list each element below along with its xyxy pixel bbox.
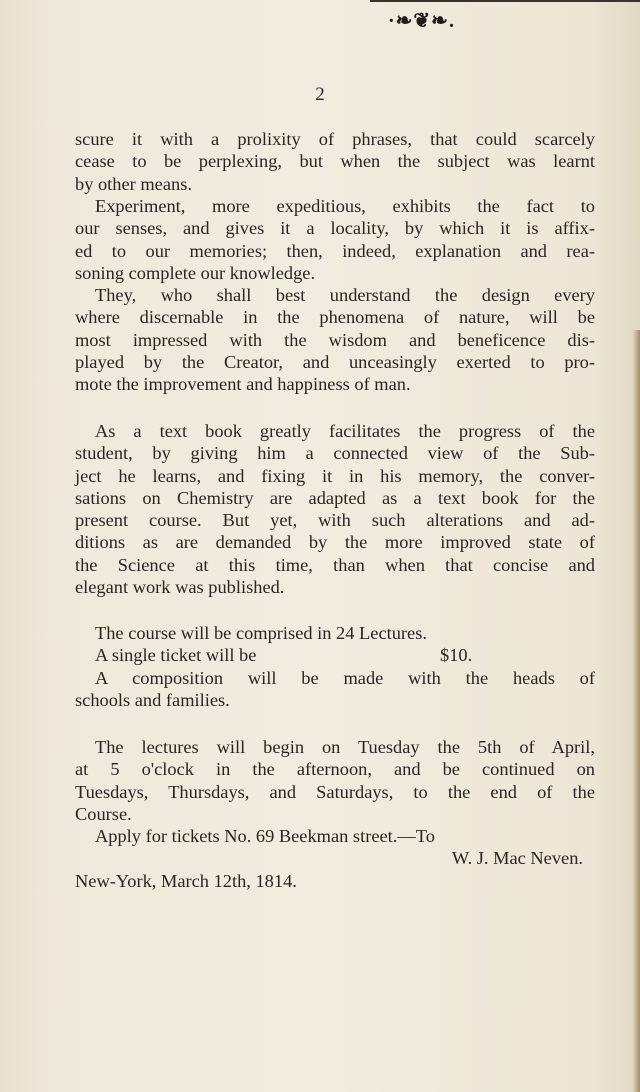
text-line: our senses, and gives it a locality, by which it is affix- (75, 218, 595, 239)
paragraph-4 (75, 420, 595, 598)
signature-name: W. J. Mac Neven. (451, 848, 583, 869)
text-line: As a text book greatly facilitates the progress of the (95, 421, 595, 441)
text-line: Apply for tickets No. 69 Beekman street.—To (95, 826, 435, 847)
text-line: elegant work was published. (75, 577, 285, 598)
paragraph-6 (75, 736, 595, 892)
text-line: the Science at this time, than when that concise and (75, 554, 595, 575)
text-line: ject he learns, and fixing it in his memory, the conver- (75, 465, 595, 486)
ticket-price: $10. (440, 645, 473, 666)
text-line: Experiment, more expeditious, exhibits the fact to (95, 196, 595, 216)
text-line: where discernable in the phenomena of nature, will be (75, 307, 595, 328)
text-line: ed to our memories; then, indeed, explanation and rea- (75, 240, 595, 261)
text-line: Tuesdays, Thursdays, and Saturdays, to the end of the (75, 781, 595, 802)
place-date: New-York, March 12th, 1814. (75, 870, 297, 891)
text-line: most impressed with the wisdom and beneficence dis- (75, 329, 595, 350)
ticket-label: A single ticket will be (95, 645, 257, 666)
text-line: They, who shall best understand the design every (95, 285, 595, 305)
text-line (75, 644, 595, 666)
text-line: soning complete our knowledge. (75, 262, 316, 283)
text-line: student, by giving him a connected view of the Sub- (75, 443, 595, 464)
text-line: present course. But yet, with such alterations and ad- (75, 510, 595, 531)
text-line: A composition will be made with the heads of (95, 667, 595, 688)
text-line: ditions as are demanded by the more improved state of (75, 532, 595, 553)
page-edge-stain (632, 330, 640, 1092)
text-line: mote the improvement and happiness of man. (75, 374, 411, 395)
paragraph-1 (75, 128, 595, 195)
text-line: played by the Creator, and unceasingly exerted to pro- (75, 351, 595, 372)
page-number: 2 (315, 84, 325, 105)
text-line: Course. (75, 803, 132, 824)
text-line: schools and families. (75, 689, 230, 710)
text-line: The lectures will begin on Tuesday the 5th of April, (95, 737, 595, 757)
text-line: at 5 o'clock in the afternoon, and be continued on (75, 759, 595, 780)
paragraph-2 (75, 195, 595, 284)
text-line: scure it with a prolixity of phrases, that could scarcely (75, 129, 595, 149)
printer-ornament: ·❧❦❧. (388, 10, 455, 32)
paragraph-3 (75, 284, 595, 395)
text-line: sations on Chemistry are adapted as a text book for the (75, 487, 595, 508)
text-line: The course will be comprised in 24 Lectures. (95, 623, 427, 643)
paragraph-5 (75, 622, 595, 711)
text-line: by other means. (75, 173, 192, 194)
text-line: cease to be perplexing, but when the subject was learnt (75, 151, 595, 172)
top-rule (370, 0, 640, 2)
